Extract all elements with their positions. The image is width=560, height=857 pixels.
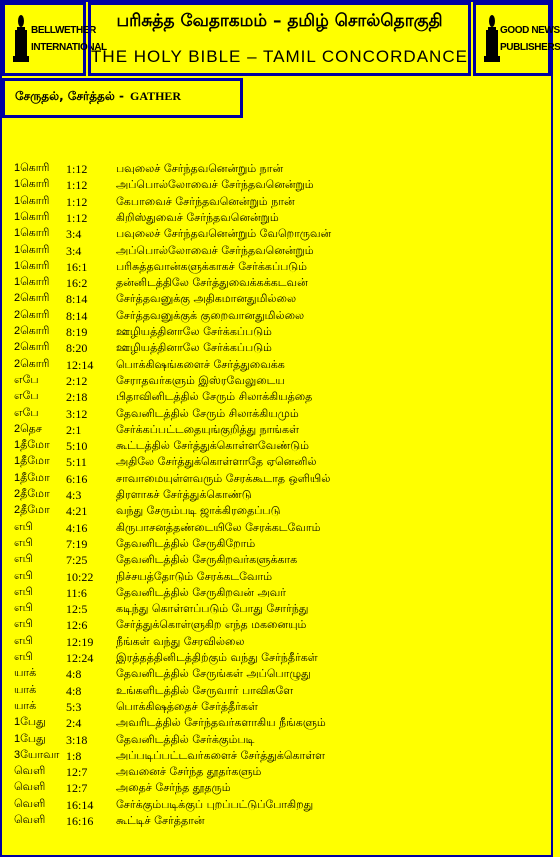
verse-ref: 2:12 <box>66 373 88 388</box>
book-ref: 1கொரி <box>14 276 50 289</box>
book-ref: யாக் <box>14 667 37 680</box>
verse-ref: 16:1 <box>66 259 88 274</box>
book-ref: எபே <box>14 406 39 419</box>
verse-text: கூட்டிச் சேர்த்தான் <box>116 814 205 827</box>
verse-text: சேர்க்கும்படிக்குப் புறப்பட்டுப்போகிறது <box>116 797 314 811</box>
lamp-icon <box>13 15 29 65</box>
book-ref: 2கொரி <box>14 308 50 321</box>
list-item <box>0 504 540 520</box>
book-ref: 1தீமோ <box>14 471 50 484</box>
verse-ref: 3:12 <box>66 406 88 421</box>
verse-text: தேவனிடத்தில் சேரும் சிலாக்கியமும் <box>116 406 299 420</box>
verse-text: அவரிடத்தில் சேர்ந்தவர்களாகிய நீங்களும் <box>116 716 326 730</box>
verse-ref: 3:4 <box>66 243 82 258</box>
list-item <box>0 423 540 439</box>
verse-text: ஊழியத்தினாலே சேர்க்கப்படும் <box>116 341 272 355</box>
verse-text: சேர்க்கப்பட்டதையுங்குறித்து நாங்கள் <box>116 422 300 436</box>
verse-text: தேவனிடத்தில் சேருகிறவர்களுக்காக <box>116 553 298 567</box>
book-ref: 1கொரி <box>14 162 50 174</box>
list-item <box>0 586 540 602</box>
verse-ref: 1:12 <box>66 178 88 193</box>
verse-ref: 12:14 <box>66 357 94 372</box>
verse-text: அவனைச் சேர்ந்த தூதர்களும் <box>116 765 262 779</box>
verse-ref: 2:1 <box>66 422 82 437</box>
verse-ref: 12:19 <box>66 634 94 649</box>
verse-text: அப்பொல்லோவைச் சேர்ந்தவனென்றும் <box>116 243 314 257</box>
verse-ref: 1:12 <box>66 194 88 209</box>
verse-text: வந்து சேரும்படி ஜாக்கிரதைப்படு <box>116 504 281 518</box>
list-item <box>0 292 540 308</box>
list-item <box>0 390 540 406</box>
verse-ref: 1:8 <box>66 748 82 763</box>
book-ref: 2தெச <box>14 422 42 435</box>
list-item <box>0 602 540 618</box>
verse-text: திரளாகச் சேர்த்துக்கொண்டு <box>116 488 252 501</box>
book-ref: எபி <box>14 634 33 647</box>
list-item <box>0 765 540 781</box>
verse-text: உங்களிடத்தில் சேருவார் பாவிகளே <box>116 683 294 697</box>
verse-ref: 16:14 <box>66 797 94 812</box>
list-item <box>0 537 540 553</box>
verse-text: கிருபாசனத்தண்டையிலே சேரக்கடவோம் <box>116 520 321 534</box>
list-item <box>0 244 540 260</box>
verse-ref: 3:18 <box>66 732 88 747</box>
title-tamil: பரிசுத்த வேதாகமம் – தமிழ் சொல்தொகுதி <box>116 11 443 31</box>
list-item <box>0 521 540 537</box>
book-ref: எபி <box>14 520 33 533</box>
verse-text: பொக்கிஷங்களைச் சேர்த்துவைக்க <box>116 357 285 371</box>
list-item <box>0 455 540 471</box>
verse-text: தேவனிடத்தில் சேருங்கள் அப்பொழுது <box>116 667 311 681</box>
book-ref: 3யோவா <box>14 748 60 761</box>
verse-ref: 12:7 <box>66 781 88 796</box>
verse-ref: 8:20 <box>66 341 88 356</box>
verse-ref: 5:11 <box>66 455 87 470</box>
list-item <box>0 798 540 814</box>
verse-text: சேர்த்துக்கொள்ளுகிற எந்த மகனையும் <box>116 618 307 632</box>
verse-ref: 4:21 <box>66 504 88 519</box>
list-item <box>0 814 540 830</box>
book-ref: 2தீமோ <box>14 504 50 517</box>
list-item <box>0 276 540 292</box>
list-item <box>0 618 540 634</box>
verse-ref: 1:12 <box>66 210 88 225</box>
verse-text: அதைச் சேர்ந்த தூதரும் <box>116 781 231 795</box>
title-banner <box>88 2 471 76</box>
list-item <box>0 227 540 243</box>
verse-text: நீங்கள் வந்து சேரவில்லை <box>116 634 245 648</box>
verse-text: தன்னிடத்திலே சேர்த்துவைக்கக்கடவன் <box>116 276 308 290</box>
book-ref: வெளி <box>14 781 46 794</box>
verse-text: பவுலைச் சேர்ந்தவனென்றும் நான் <box>116 162 284 175</box>
verse-text: பிதாவினிடத்தில் சேரும் சிலாக்கியத்தை <box>116 390 313 404</box>
topic-tamil: சேருதல், சேர்த்தல் - <box>15 89 124 103</box>
book-ref: எபி <box>14 602 33 615</box>
book-ref: 1பேது <box>14 732 46 745</box>
book-ref: யாக் <box>14 699 37 712</box>
title-english: THE HOLY BIBLE – TAMIL CONCORDANCE <box>91 47 468 66</box>
verse-ref: 12:6 <box>66 618 88 633</box>
verse-ref: 1:12 <box>66 162 88 176</box>
verse-text: ஊழியத்தினாலே சேர்க்கப்படும் <box>116 325 272 338</box>
verse-ref: 2:4 <box>66 716 82 731</box>
list-item <box>0 684 540 700</box>
book-ref: 1தீமோ <box>14 439 50 452</box>
verse-text: சேர்த்தவனுக்குக் குறைவானதுமில்லை <box>116 308 305 322</box>
verse-ref: 2:18 <box>66 390 88 405</box>
verse-text: தேவனிடத்தில் சேருகிறவன் அவர் <box>116 585 287 599</box>
book-ref: யாக் <box>14 683 37 696</box>
list-item <box>0 781 540 797</box>
verse-ref: 5:10 <box>66 439 88 454</box>
verse-ref: 4:3 <box>66 488 82 502</box>
book-ref: 1கொரி <box>14 194 50 207</box>
book-ref: எபி <box>14 569 33 582</box>
list-item <box>0 733 540 749</box>
list-item <box>0 358 540 374</box>
verse-text: தேவனிடத்தில் சேர்க்கும்படி <box>116 732 255 746</box>
verse-text: அப்பொல்லோவைச் சேர்ந்தவனென்றும் <box>116 178 314 192</box>
verse-text: கடிந்து கொள்ளப்படும் போது சோர்ந்து <box>116 602 309 616</box>
list-item <box>0 472 540 488</box>
book-ref: எபே <box>14 373 39 386</box>
verse-text: கிறிஸ்துவைச் சேர்ந்தவனென்றும் <box>116 210 279 224</box>
verse-text: கூட்டத்தில் சேர்த்துக்கொள்ளவேண்டும் <box>116 439 309 453</box>
topic-heading <box>2 78 243 118</box>
book-ref: 2கொரி <box>14 292 50 305</box>
verse-ref: 12:5 <box>66 602 88 617</box>
list-item <box>0 407 540 423</box>
verse-ref: 11:6 <box>66 585 87 600</box>
list-item <box>0 700 540 716</box>
verse-ref: 4:16 <box>66 520 88 535</box>
list-item <box>0 667 540 683</box>
list-item <box>0 553 540 569</box>
verse-ref: 7:25 <box>66 553 88 568</box>
list-item <box>0 488 540 504</box>
list-item <box>0 260 540 276</box>
list-item <box>0 309 540 325</box>
list-item <box>0 178 540 194</box>
verse-ref: 8:14 <box>66 292 88 307</box>
logo-right-line2: PUBLISHERS <box>500 42 560 53</box>
book-ref: 1கொரி <box>14 243 50 256</box>
good-news-logo <box>473 2 560 76</box>
verse-ref: 10:22 <box>66 569 94 584</box>
verse-ref: 5:3 <box>66 699 82 714</box>
logo-left-line2: INTERNATIONAL <box>31 42 107 53</box>
list-item <box>0 341 540 357</box>
verse-ref: 16:2 <box>66 276 88 291</box>
book-ref: 1கொரி <box>14 259 50 272</box>
book-ref: எபி <box>14 536 33 549</box>
list-item <box>0 195 540 211</box>
list-item <box>0 162 540 178</box>
logo-left-line1: BELLWETHER <box>31 25 96 36</box>
list-item <box>0 439 540 455</box>
book-ref: எபி <box>14 585 33 598</box>
list-item <box>0 211 540 227</box>
list-item <box>0 635 540 651</box>
verse-text: சாவாமையுள்ளவரும் சேரக்கூடாத ஒளியில் <box>116 471 331 485</box>
verse-ref: 8:14 <box>66 308 88 323</box>
book-ref: எபே <box>14 390 39 403</box>
book-ref: வெளி <box>14 765 46 778</box>
verse-text: சேர்த்தவனுக்கு அதிகமானதுமில்லை <box>116 292 297 306</box>
verse-ref: 4:8 <box>66 667 82 682</box>
verse-text: பரிசுத்தவான்களுக்காகச் சேர்க்கப்படும் <box>116 259 307 273</box>
book-ref: 1பேது <box>14 716 46 729</box>
verse-ref: 16:16 <box>66 814 94 828</box>
topic-english: GATHER <box>129 89 182 103</box>
list-item <box>0 570 540 586</box>
verse-text: பொக்கிஷத்தைச் சேர்த்தீர்கள் <box>116 699 258 713</box>
verse-text: அதிலே சேர்த்துக்கொள்ளாதே ஏனெனில் <box>116 455 317 469</box>
verse-ref: 8:19 <box>66 325 88 339</box>
verse-text: தேவனிடத்தில் சேருகிறோம் <box>116 536 256 550</box>
book-ref: எபி <box>14 553 33 566</box>
verse-text: சேராதவர்களும் இஸ்ரவேலுடைய <box>116 373 285 387</box>
bellwether-logo <box>2 2 107 76</box>
book-ref: 2கொரி <box>14 357 50 370</box>
book-ref: 1கொரி <box>14 227 50 240</box>
book-ref: 2கொரி <box>14 341 50 354</box>
book-ref: வெளி <box>14 797 46 810</box>
book-ref: 2தீமோ <box>14 488 50 500</box>
verse-ref: 12:24 <box>66 651 94 665</box>
list-item <box>0 716 540 732</box>
verse-text: அப்படிப்பட்டவர்களைச் சேர்த்துக்கொள்ள <box>116 748 326 762</box>
verse-text: பவுலைச் சேர்ந்தவனென்றும் வேறொருவன் <box>116 227 332 241</box>
verse-ref: 6:16 <box>66 471 88 486</box>
list-item <box>0 325 540 341</box>
verse-ref: 4:8 <box>66 683 82 698</box>
verse-ref: 12:7 <box>66 765 88 780</box>
list-item <box>0 374 540 390</box>
book-ref: எபி <box>14 618 33 631</box>
list-item <box>0 651 540 667</box>
verse-text: இரத்தத்தினிடத்திற்கும் வந்து சேர்ந்தீர்கள் <box>116 651 318 664</box>
verse-text: கேபாவைச் சேர்ந்தவனென்றும் நான் <box>116 194 295 208</box>
lamp-icon <box>484 15 500 65</box>
verse-text: நிச்சயத்தோடும் சேரக்கடவோம் <box>116 569 273 583</box>
book-ref: 2கொரி <box>14 325 50 337</box>
book-ref: 1தீமோ <box>14 455 50 468</box>
book-ref: எபி <box>14 651 33 663</box>
book-ref: 1கொரி <box>14 178 50 191</box>
verse-ref: 3:4 <box>66 227 82 242</box>
logo-right-line1: GOOD NEWS <box>500 25 560 36</box>
verse-ref: 7:19 <box>66 536 88 551</box>
book-ref: 1கொரி <box>14 210 50 223</box>
list-item <box>0 749 540 765</box>
book-ref: வெளி <box>14 814 46 826</box>
